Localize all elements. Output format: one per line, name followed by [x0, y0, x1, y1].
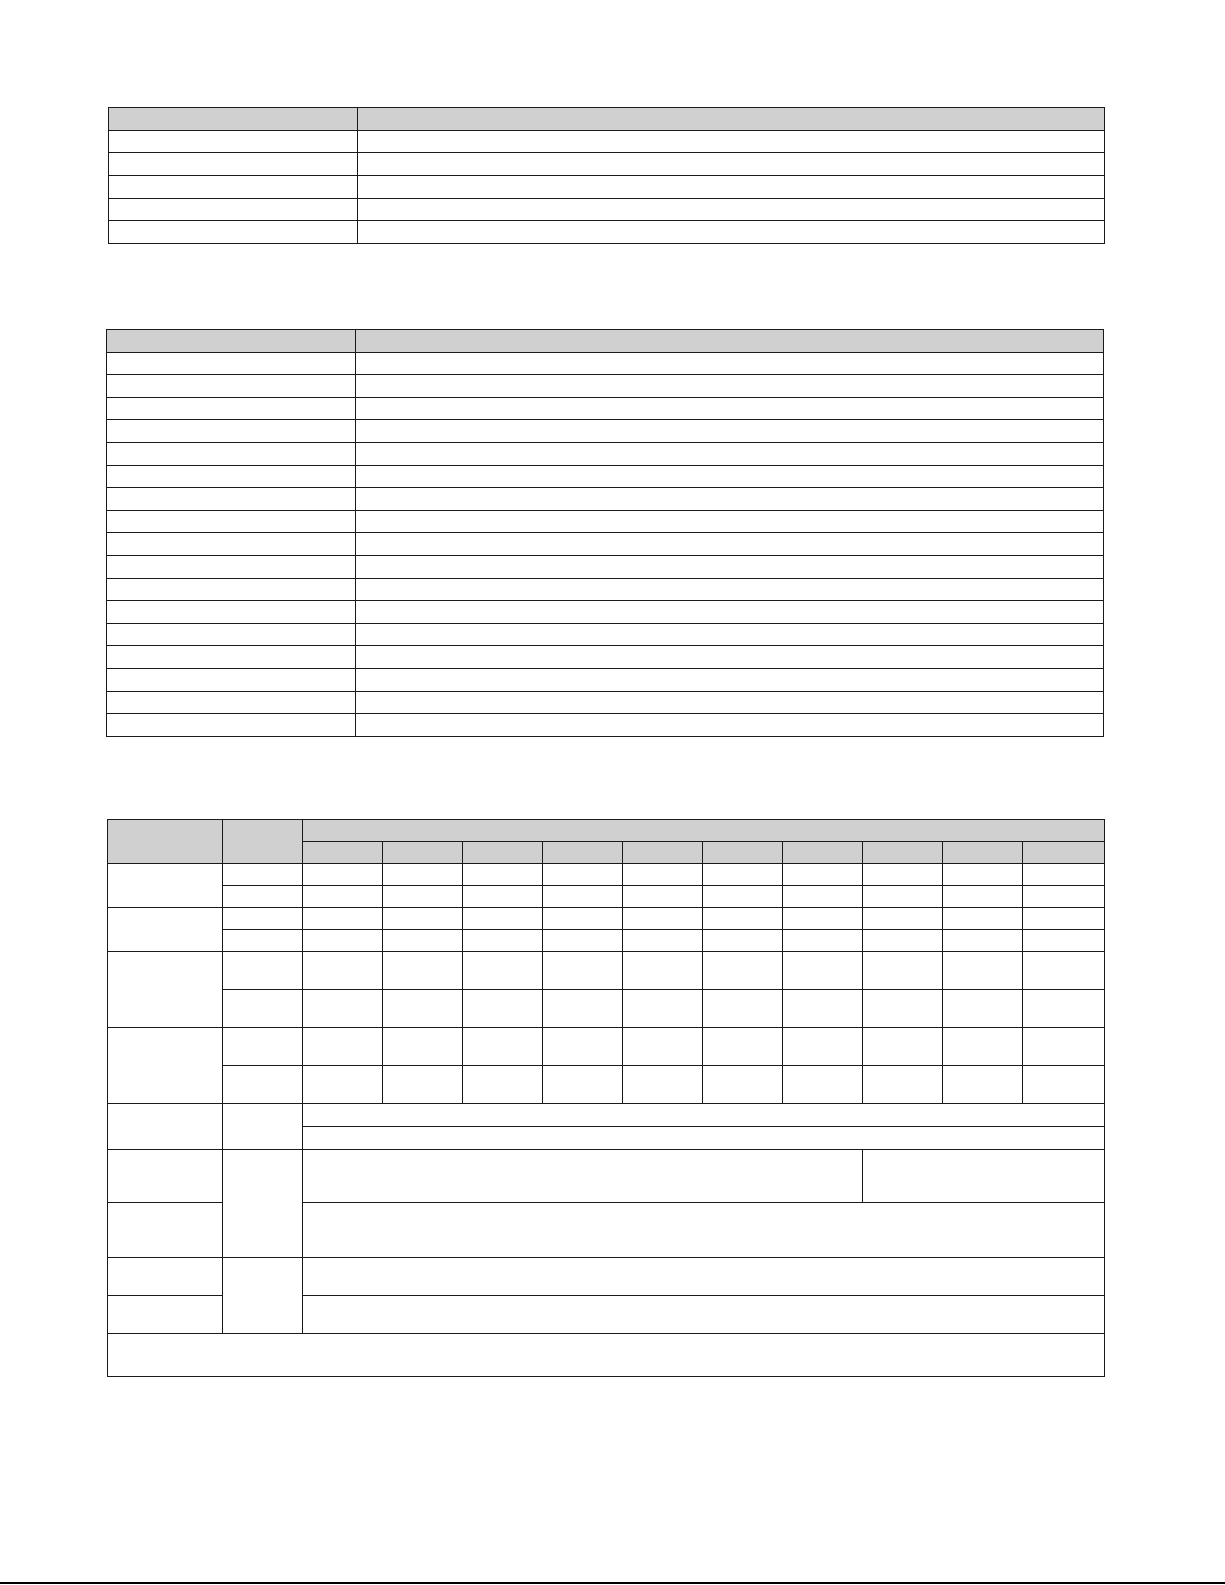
table-cell	[107, 397, 356, 420]
table-cell	[107, 420, 356, 443]
section-value-side	[863, 1150, 1105, 1203]
table-cell	[356, 420, 1104, 443]
row-label	[223, 952, 303, 990]
table-row	[107, 714, 1104, 737]
header-group-cell	[303, 820, 1105, 842]
table-row	[108, 1028, 1105, 1066]
table-cell	[356, 397, 1104, 420]
table-cell	[943, 886, 1023, 908]
table-row	[107, 465, 1104, 488]
table-cell	[783, 864, 863, 886]
table-cell	[623, 952, 703, 990]
table-cell	[107, 578, 356, 601]
table-cell	[783, 952, 863, 990]
table-row	[107, 510, 1104, 533]
table-cell	[356, 555, 1104, 578]
table-cell	[543, 990, 623, 1028]
subheader-cell	[863, 842, 943, 864]
table-cell	[623, 1066, 703, 1104]
table-cell	[358, 130, 1105, 153]
table-cell	[863, 864, 943, 886]
section-value	[303, 1296, 1105, 1334]
table-cell	[356, 646, 1104, 669]
table-cell	[703, 864, 783, 886]
table-cell	[383, 864, 463, 886]
table-row	[109, 198, 1105, 221]
table-cell	[863, 886, 943, 908]
table-cell	[107, 375, 356, 398]
page-bottom-rule	[0, 1582, 1225, 1584]
table-row	[107, 623, 1104, 646]
group-label	[108, 908, 223, 952]
table-cell	[543, 952, 623, 990]
table-row	[108, 1066, 1105, 1104]
row-label	[223, 930, 303, 952]
row-label	[223, 886, 303, 908]
section-line	[303, 1104, 1105, 1127]
subheader-cell	[703, 842, 783, 864]
table-cell	[383, 1028, 463, 1066]
section-sub-label	[223, 1104, 303, 1150]
table-cell	[943, 930, 1023, 952]
table-cell	[703, 886, 783, 908]
table-row	[107, 646, 1104, 669]
table-cell	[303, 952, 383, 990]
table-row	[109, 153, 1105, 176]
table-row	[108, 952, 1105, 990]
table-cell	[356, 375, 1104, 398]
table-cell	[109, 130, 358, 153]
table-cell	[356, 578, 1104, 601]
table-cell	[383, 952, 463, 990]
header-cell	[223, 820, 303, 864]
table-header-row	[107, 330, 1104, 353]
subheader-cell	[943, 842, 1023, 864]
subheader-cell	[303, 842, 383, 864]
section-value-wide	[303, 1150, 863, 1203]
table-cell	[356, 488, 1104, 511]
subheader-cell	[383, 842, 463, 864]
section-label	[108, 1296, 223, 1334]
table-cell	[383, 908, 463, 930]
row-label	[223, 908, 303, 930]
table-row	[107, 578, 1104, 601]
table-cell	[107, 533, 356, 556]
table-cell	[623, 864, 703, 886]
table-cell	[703, 1066, 783, 1104]
table-cell	[107, 646, 356, 669]
table-cell	[543, 864, 623, 886]
table-cell	[383, 990, 463, 1028]
table-cell	[107, 668, 356, 691]
table-cell	[1023, 990, 1105, 1028]
table-cell	[1023, 864, 1105, 886]
table-cell	[783, 1066, 863, 1104]
table-row	[109, 221, 1105, 244]
subheader-cell	[783, 842, 863, 864]
table-cell	[863, 1066, 943, 1104]
table-cell	[783, 886, 863, 908]
table-cell	[463, 1028, 543, 1066]
section-label	[108, 1203, 223, 1258]
table-cell	[863, 930, 943, 952]
section-label	[108, 1104, 223, 1150]
header-cell	[108, 820, 223, 864]
table-cell	[1023, 1066, 1105, 1104]
table-row	[107, 352, 1104, 375]
table-cell	[623, 1028, 703, 1066]
table-cell	[107, 510, 356, 533]
table-cell	[463, 908, 543, 930]
table-cell	[356, 442, 1104, 465]
table-cell	[943, 990, 1023, 1028]
row-label	[223, 864, 303, 886]
table-cell	[107, 555, 356, 578]
table-cell	[543, 930, 623, 952]
table-cell	[383, 886, 463, 908]
table-cell	[943, 864, 1023, 886]
section-value-full	[303, 1203, 1105, 1258]
subheader-cell	[1023, 842, 1105, 864]
table-cell	[463, 990, 543, 1028]
section-label	[108, 1258, 223, 1296]
table-cell	[463, 952, 543, 990]
table-cell	[356, 510, 1104, 533]
table-cell	[623, 990, 703, 1028]
header-cell	[107, 330, 356, 353]
table-cell	[783, 1028, 863, 1066]
table-cell	[463, 930, 543, 952]
table-cell	[943, 908, 1023, 930]
table-cell	[783, 930, 863, 952]
group-label	[108, 1028, 223, 1104]
table-row	[108, 1104, 1105, 1127]
table-cell	[703, 930, 783, 952]
table-cell	[543, 1028, 623, 1066]
table-row	[108, 1258, 1105, 1296]
table-cell	[623, 886, 703, 908]
table-cell	[303, 1066, 383, 1104]
table-cell	[703, 908, 783, 930]
table-cell	[107, 691, 356, 714]
table-cell	[543, 886, 623, 908]
table-row	[108, 886, 1105, 908]
table-row	[108, 1150, 1105, 1203]
table-row	[108, 930, 1105, 952]
group-label	[108, 952, 223, 1028]
header-cell	[358, 108, 1105, 131]
subheader-cell	[623, 842, 703, 864]
section-value	[303, 1258, 1105, 1296]
table-cell	[356, 714, 1104, 737]
table-cell	[1023, 952, 1105, 990]
table-row	[107, 601, 1104, 624]
table-cell	[383, 1066, 463, 1104]
section-sub-label	[223, 1258, 303, 1334]
table-cell	[356, 601, 1104, 624]
table-cell	[109, 221, 358, 244]
table-cell	[356, 623, 1104, 646]
section-line	[303, 1127, 1105, 1150]
table-cell	[783, 990, 863, 1028]
table-cell	[1023, 908, 1105, 930]
table-row	[107, 691, 1104, 714]
table-cell	[623, 930, 703, 952]
row-label	[223, 1066, 303, 1104]
subheader-cell	[463, 842, 543, 864]
header-cell	[356, 330, 1104, 353]
table-cell	[107, 442, 356, 465]
table-cell	[356, 691, 1104, 714]
table-cell	[358, 176, 1105, 199]
table-cell	[303, 1028, 383, 1066]
table-cell	[863, 990, 943, 1028]
row-label	[223, 1028, 303, 1066]
table-cell	[107, 352, 356, 375]
table-row	[107, 668, 1104, 691]
table-cell	[383, 930, 463, 952]
table-row	[107, 397, 1104, 420]
table-cell	[863, 952, 943, 990]
table-one	[108, 107, 1105, 244]
table-cell	[303, 908, 383, 930]
header-cell	[109, 108, 358, 131]
table-cell	[303, 886, 383, 908]
table-row	[108, 908, 1105, 930]
table-header-row	[109, 108, 1105, 131]
table-cell	[463, 1066, 543, 1104]
section-label	[108, 1150, 223, 1203]
table-cell	[107, 714, 356, 737]
remarks-cell	[108, 1334, 1105, 1377]
table-row	[107, 533, 1104, 556]
row-label	[223, 990, 303, 1028]
table-cell	[1023, 930, 1105, 952]
table-header-row	[108, 820, 1105, 842]
table-cell	[703, 952, 783, 990]
table-cell	[943, 1028, 1023, 1066]
table-row	[107, 420, 1104, 443]
table-cell	[109, 153, 358, 176]
table-cell	[463, 886, 543, 908]
table-cell	[107, 601, 356, 624]
table-row	[109, 130, 1105, 153]
table-cell	[783, 908, 863, 930]
table-row	[107, 375, 1104, 398]
table-cell	[356, 533, 1104, 556]
table-cell	[107, 488, 356, 511]
table-two	[106, 329, 1104, 737]
table-cell	[303, 990, 383, 1028]
table-cell	[358, 198, 1105, 221]
table-row	[109, 176, 1105, 199]
table-cell	[543, 1066, 623, 1104]
table-three	[107, 819, 1105, 1377]
subheader-cell	[543, 842, 623, 864]
table-cell	[358, 221, 1105, 244]
table-cell	[463, 864, 543, 886]
table-row	[107, 488, 1104, 511]
table-cell	[703, 990, 783, 1028]
table-cell	[109, 176, 358, 199]
table-row	[107, 555, 1104, 578]
group-label	[108, 864, 223, 908]
table-cell	[303, 864, 383, 886]
table-cell	[863, 908, 943, 930]
table-row	[107, 442, 1104, 465]
table-cell	[356, 465, 1104, 488]
table-cell	[1023, 1028, 1105, 1066]
table-cell	[943, 1066, 1023, 1104]
table-cell	[623, 908, 703, 930]
table-cell	[107, 465, 356, 488]
table-cell	[1023, 886, 1105, 908]
table-cell	[703, 1028, 783, 1066]
table-row	[108, 864, 1105, 886]
table-cell	[356, 668, 1104, 691]
table-cell	[358, 153, 1105, 176]
table-cell	[543, 908, 623, 930]
table-cell	[303, 930, 383, 952]
table-cell	[107, 623, 356, 646]
table-row	[108, 990, 1105, 1028]
table-cell	[356, 352, 1104, 375]
table-cell	[863, 1028, 943, 1066]
section-sub-label	[223, 1150, 303, 1258]
table-cell	[109, 198, 358, 221]
table-cell	[943, 952, 1023, 990]
table-row	[108, 1334, 1105, 1377]
